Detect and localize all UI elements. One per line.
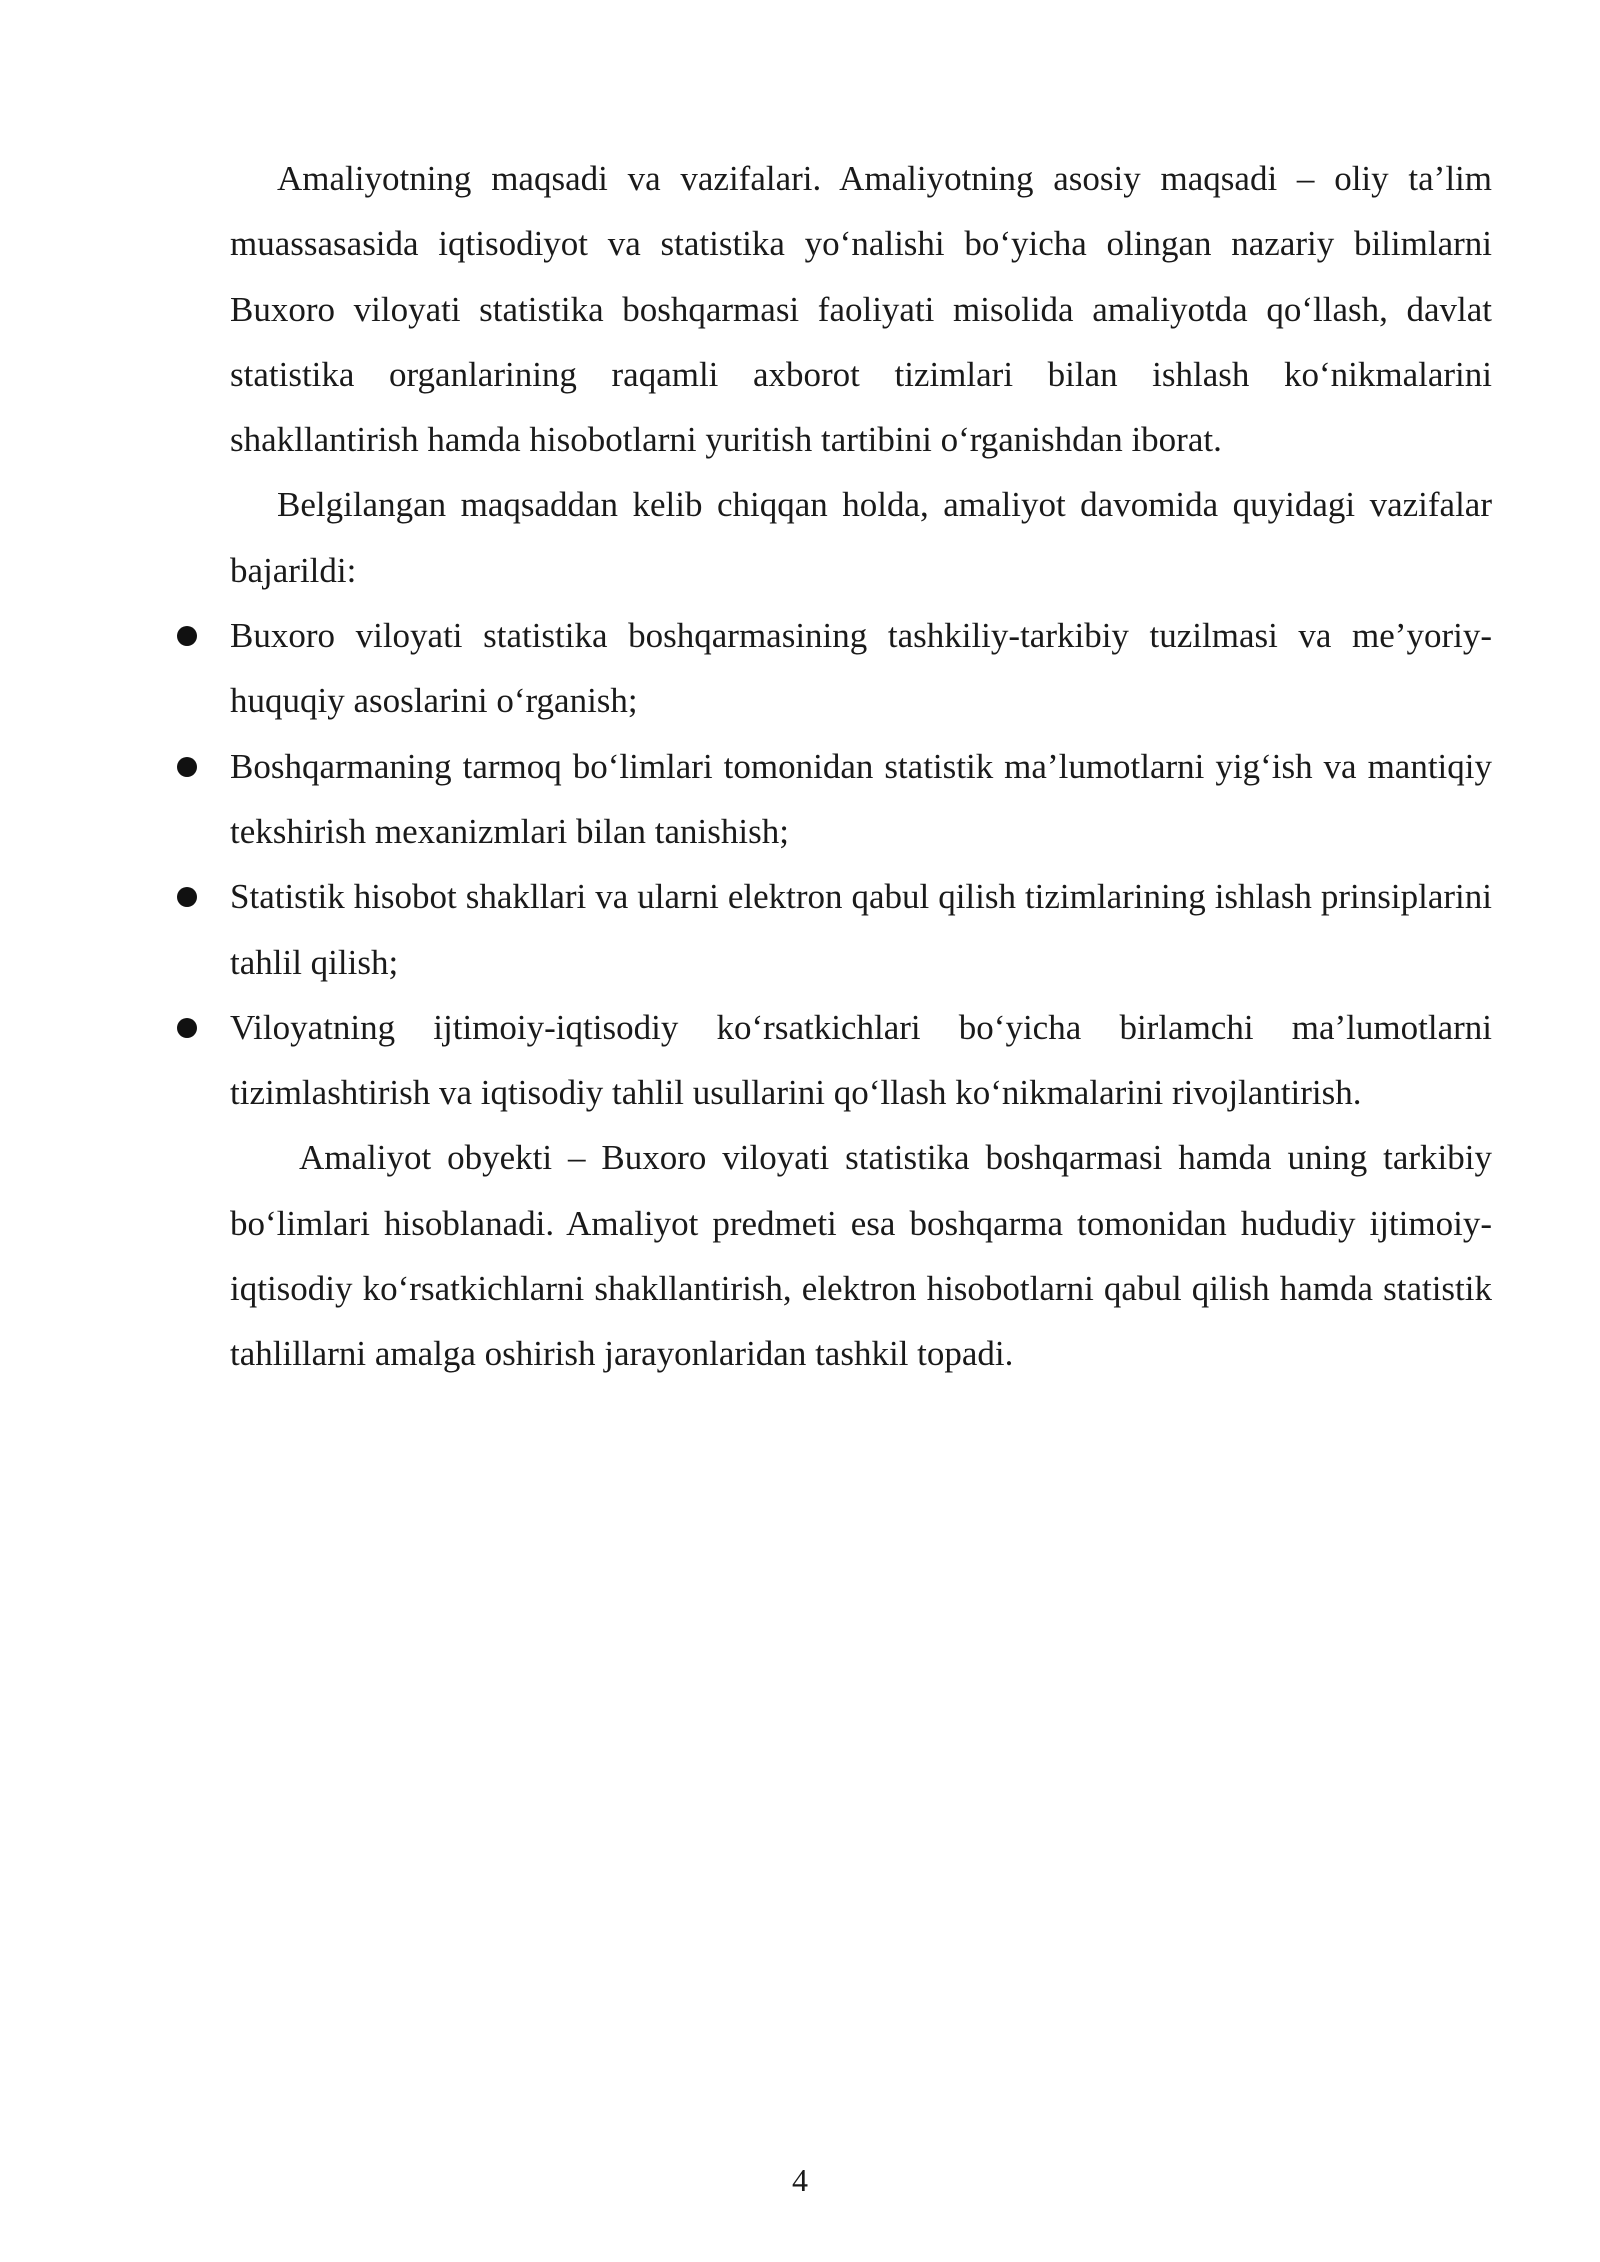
- list-item: [230, 864, 1492, 995]
- bullet-icon: [177, 887, 197, 907]
- paragraph-object-subject: Amaliyot obyekti – Buxoro viloyati statistika boshqarmasi hamda uning tarkibiy bo‘limlari hisoblanadi. Amaliyot predmeti esa boshqarma tomonidan hududiy ijtimoiy-iqtisodiy ko‘rsatkichlarni shakllantirish, elektron hisobotlarni qabul qilish hamda statistik tahlillarni amalga oshirish jarayonlaridan tashkil topadi.: [230, 1138, 1492, 1374]
- list-item: [230, 995, 1492, 1126]
- list-item-text: Viloyatning ijtimoiy-iqtisodiy ko‘rsatkichlari bo‘yicha birlamchi ma’lumotlarni tizimlashtirish va iqtisodiy tahlil usullarini qo‘llash ko‘nikmalarini rivojlantirish.: [230, 1007, 1492, 1113]
- list-item-text: Statistik hisobot shakllari va ularni elektron qabul qilish tizimlarining ishlash prinsiplarini tahlil qilish;: [230, 877, 1492, 982]
- list-item-text: Boshqarmaning tarmoq bo‘limlari tomonidan statistik ma’lumotlarni yig‘ish va mantiqiy tekshirish mexanizmlari bilan tanishish;: [230, 746, 1492, 851]
- task-list: [230, 603, 1492, 1125]
- list-item: [230, 603, 1492, 734]
- body-text: [230, 146, 1492, 1387]
- bullet-icon: [177, 1018, 197, 1038]
- list-item: [230, 734, 1492, 865]
- bullet-icon: [177, 757, 197, 777]
- list-item-text: Buxoro viloyati statistika boshqarmasining tashkiliy-tarkibiy tuzilmasi va me’yoriy-huquqiy asoslarini o‘rganish;: [230, 616, 1492, 721]
- paragraph-goals: Amaliyotning maqsadi va vazifalari. Amaliyotning asosiy maqsadi – oliy ta’lim muassasasida iqtisodiyot va statistika yo‘nalishi bo‘yicha olingan nazariy bilimlarni Buxoro viloyati statistika boshqarmasi faoliyati misolida amaliyotda qo‘llash, davlat statistika organlarining raqamli axborot tizimlari bilan ishlash ko‘nikmalarini shakllantirish hamda hisobotlarni yuritish tartibini o‘rganishdan iborat.: [230, 159, 1492, 460]
- page-number: 4: [792, 2162, 808, 2198]
- paragraph-tasks-intro: Belgilangan maqsaddan kelib chiqqan holda, amaliyot davomida quyidagi vazifalar bajarildi:: [230, 485, 1492, 590]
- bullet-icon: [177, 626, 197, 646]
